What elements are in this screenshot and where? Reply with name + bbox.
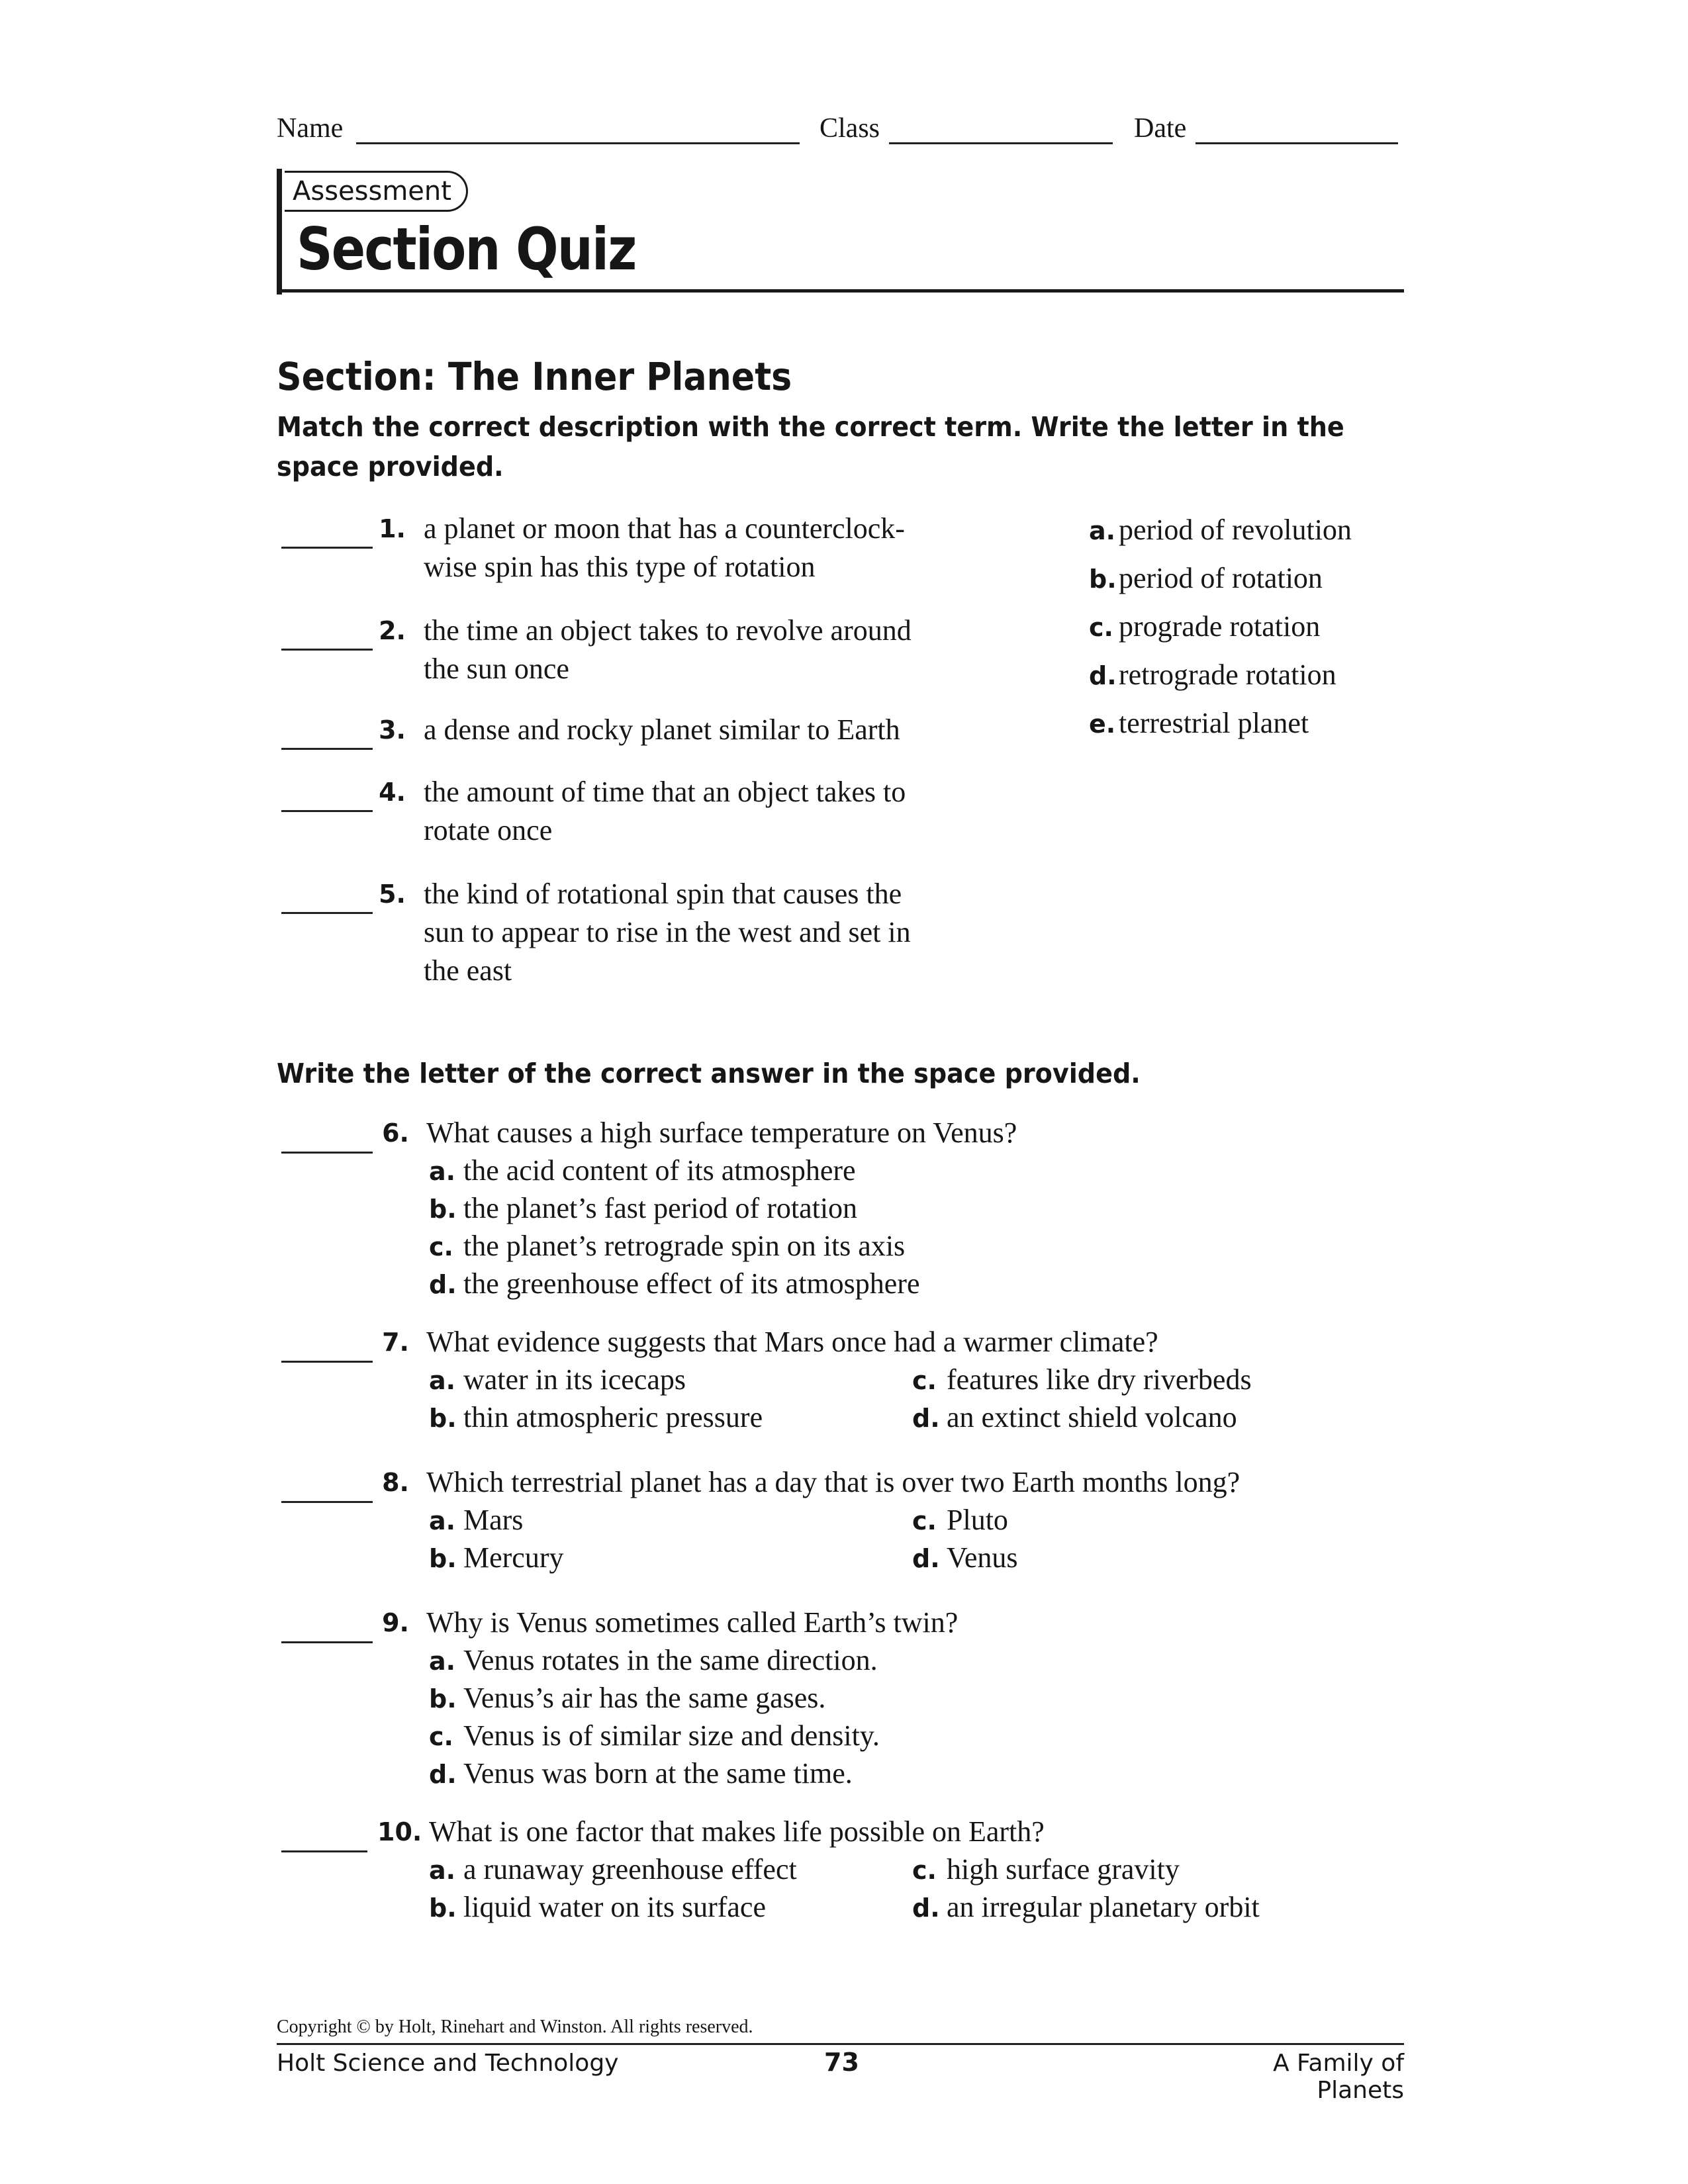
option-letter: a. xyxy=(429,1366,456,1395)
question-number: 9. xyxy=(382,1608,409,1637)
option-letter: c. xyxy=(912,1856,937,1885)
option-text: Venus was born at the same time. xyxy=(463,1757,853,1790)
term-text: period of rotation xyxy=(1119,562,1323,594)
page-number: 73 xyxy=(824,2048,859,2077)
term-text: retrograde rotation xyxy=(1119,659,1336,691)
option-text: thin atmospheric pressure xyxy=(463,1401,763,1433)
footer-chapter: A Family of Planets xyxy=(1272,2050,1404,2104)
option-text: Venus rotates in the same direction. xyxy=(463,1644,878,1676)
answer-blank-7[interactable] xyxy=(281,1361,373,1363)
answer-blank-6[interactable] xyxy=(281,1152,373,1154)
option-letter: b. xyxy=(429,1195,457,1224)
option-letter: b. xyxy=(429,1684,457,1713)
option-letter: d. xyxy=(912,1893,940,1923)
option-letter: a. xyxy=(429,1856,456,1885)
question-number: 3. xyxy=(379,715,406,745)
option-letter: c. xyxy=(912,1506,937,1535)
question-text-line: a dense and rocky planet similar to Earth xyxy=(424,713,900,746)
option-text: liquid water on its surface xyxy=(463,1891,766,1923)
option-letter: d. xyxy=(912,1404,940,1433)
class-label: Class xyxy=(820,113,880,144)
option-letter: c. xyxy=(429,1232,453,1261)
question-number: 4. xyxy=(379,778,406,807)
copyright-notice: Copyright © by Holt, Rinehart and Winston. All rights reserved. xyxy=(277,2017,753,2037)
option-text: Mercury xyxy=(463,1541,564,1574)
term-letter: d. xyxy=(1089,661,1117,690)
question-number: 5. xyxy=(379,880,406,909)
option-text: the planet’s fast period of rotation xyxy=(463,1192,858,1224)
question-number: 8. xyxy=(382,1468,409,1497)
question-text-line: rotate once xyxy=(424,814,553,846)
option-text: an irregular planetary orbit xyxy=(947,1891,1260,1923)
question-number: 10. xyxy=(377,1817,422,1846)
option-text: features like dry riverbeds xyxy=(947,1363,1252,1396)
title-accent-bar xyxy=(277,169,282,295)
answer-blank-8[interactable] xyxy=(281,1501,373,1503)
option-text: the planet’s retrograde spin on its axis xyxy=(463,1230,906,1262)
name-label: Name xyxy=(277,113,344,144)
option-text: Pluto xyxy=(947,1504,1008,1536)
option-letter: a. xyxy=(429,1506,456,1535)
option-text: an extinct shield volcano xyxy=(947,1401,1237,1433)
option-text: Venus is of similar size and density. xyxy=(463,1719,880,1752)
question-text-line: the east xyxy=(424,954,512,987)
date-field[interactable] xyxy=(1196,142,1398,144)
term-letter: e. xyxy=(1089,709,1116,739)
option-letter: c. xyxy=(429,1722,453,1751)
question-number: 7. xyxy=(382,1328,409,1357)
answer-blank-5[interactable] xyxy=(281,912,373,914)
question-text-line: wise spin has this type of rotation xyxy=(424,551,816,583)
term-letter: b. xyxy=(1089,565,1117,594)
question-text-line: the sun once xyxy=(424,653,569,685)
class-field[interactable] xyxy=(889,142,1113,144)
question-number: 2. xyxy=(379,616,406,645)
option-text: the acid content of its atmosphere xyxy=(463,1154,856,1187)
question-text-line: sun to appear to rise in the west and set in xyxy=(424,916,911,948)
title-divider xyxy=(277,289,1404,293)
question-text-line: the time an object takes to revolve around xyxy=(424,614,912,647)
question-number: 6. xyxy=(382,1118,409,1148)
option-text: Mars xyxy=(463,1504,524,1536)
question-number: 1. xyxy=(379,514,406,543)
question-text: Why is Venus sometimes called Earth’s twin? xyxy=(426,1606,959,1639)
question-text: What is one factor that makes life possible on Earth? xyxy=(429,1815,1045,1848)
option-letter: d. xyxy=(429,1760,457,1789)
answer-blank-3[interactable] xyxy=(281,748,373,750)
term-letter: c. xyxy=(1089,613,1113,642)
option-text: Venus’s air has the same gases. xyxy=(463,1682,826,1714)
mc-instructions: Write the letter of the correct answer in the space provided. xyxy=(277,1058,1141,1089)
option-text: the greenhouse effect of its atmosphere xyxy=(463,1267,920,1300)
answer-blank-2[interactable] xyxy=(281,649,373,651)
page-title: Section Quiz xyxy=(297,215,636,283)
question-text-line: the kind of rotational spin that causes the xyxy=(424,878,902,910)
question-text-line: the amount of time that an object takes to xyxy=(424,776,906,808)
term-text: period of revolution xyxy=(1119,514,1352,546)
footer-divider xyxy=(277,2043,1404,2045)
matching-instructions: Match the correct description with the correct term. Write the letter in the space provided. xyxy=(277,411,1344,482)
answer-blank-4[interactable] xyxy=(281,810,373,812)
question-text: Which terrestrial planet has a day that is over two Earth months long? xyxy=(426,1466,1241,1498)
option-letter: b. xyxy=(429,1893,457,1923)
answer-blank-10[interactable] xyxy=(281,1850,367,1852)
option-letter: b. xyxy=(429,1544,457,1573)
term-text: terrestrial planet xyxy=(1119,707,1309,739)
term-text: prograde rotation xyxy=(1119,610,1321,643)
question-text-line: a planet or moon that has a counterclock- xyxy=(424,512,905,545)
option-letter: b. xyxy=(429,1404,457,1433)
date-label: Date xyxy=(1134,113,1187,144)
option-text: high surface gravity xyxy=(947,1853,1180,1886)
option-text: water in its icecaps xyxy=(463,1363,686,1396)
option-text: a runaway greenhouse effect xyxy=(463,1853,797,1886)
name-field[interactable] xyxy=(356,142,800,144)
question-text: What causes a high surface temperature on Venus? xyxy=(426,1116,1017,1149)
option-letter: c. xyxy=(912,1366,937,1395)
term-letter: a. xyxy=(1089,516,1116,545)
option-letter: a. xyxy=(429,1157,456,1186)
option-letter: a. xyxy=(429,1647,456,1676)
option-letter: d. xyxy=(912,1544,940,1573)
footer-publisher: Holt Science and Technology xyxy=(277,2050,619,2077)
option-letter: d. xyxy=(429,1270,457,1299)
question-text: What evidence suggests that Mars once had a warmer climate? xyxy=(426,1326,1158,1358)
assessment-tab: Assessment xyxy=(285,171,468,212)
answer-blank-9[interactable] xyxy=(281,1641,373,1643)
option-text: Venus xyxy=(947,1541,1018,1574)
answer-blank-1[interactable] xyxy=(281,547,373,549)
section-heading: Section: The Inner Planets xyxy=(277,354,792,399)
